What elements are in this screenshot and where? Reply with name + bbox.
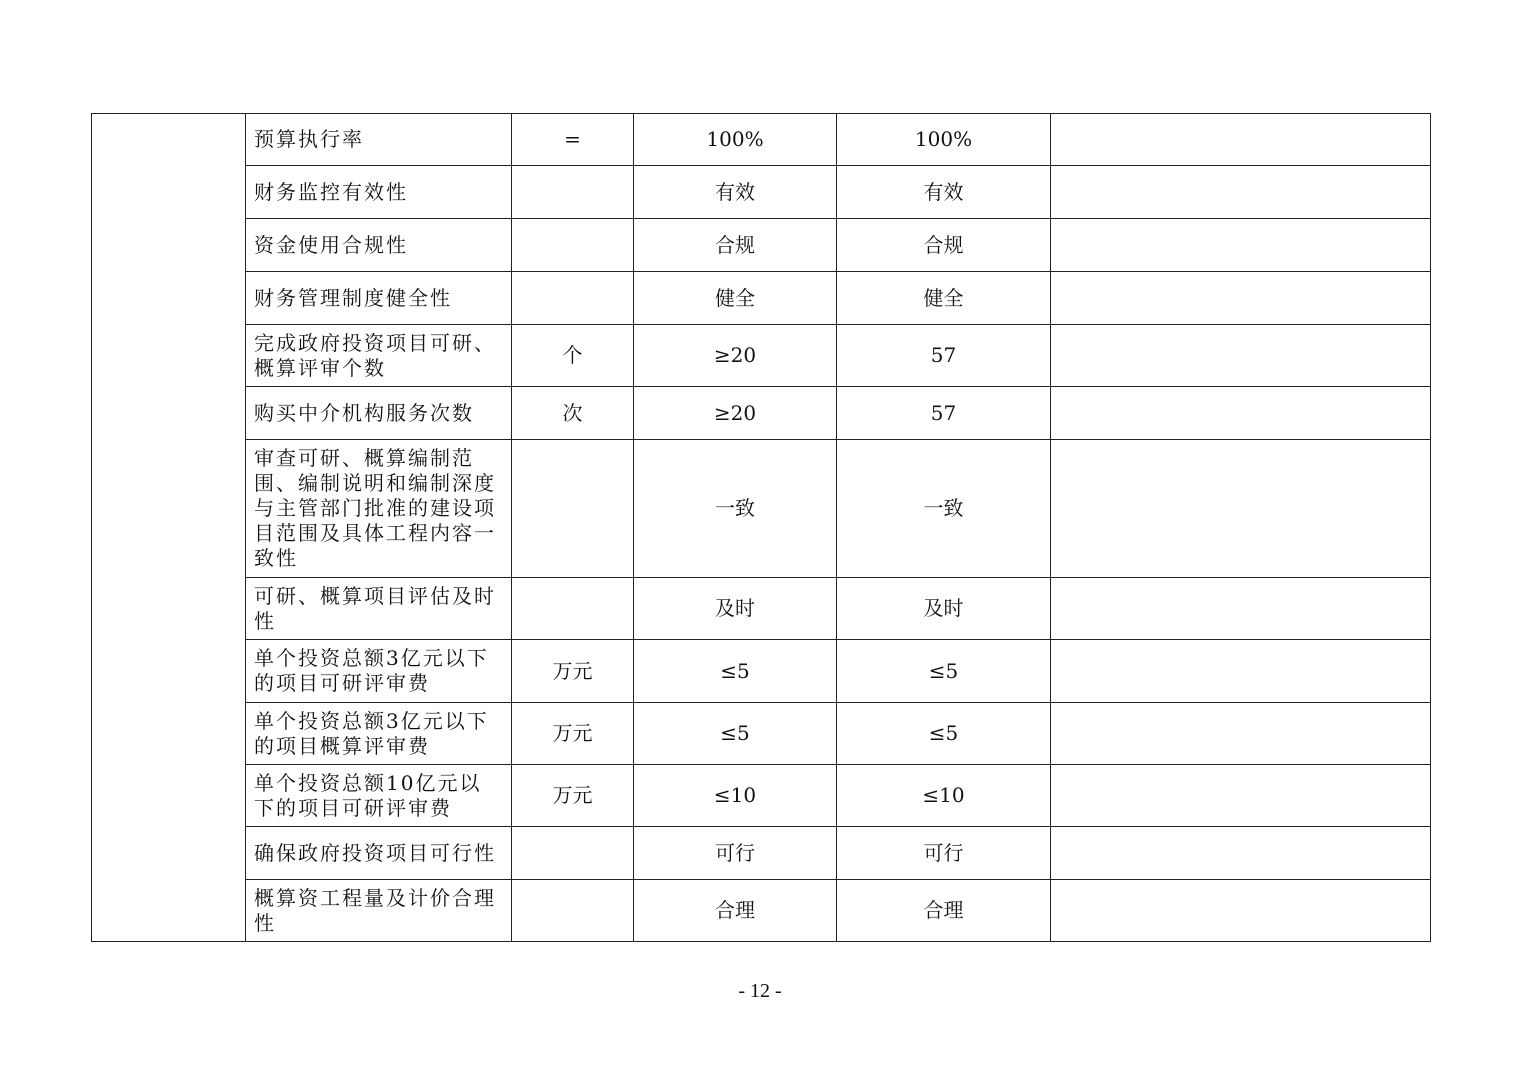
actual-cell: ≤5 xyxy=(837,703,1051,765)
page-number: - 12 - xyxy=(738,980,782,1002)
table-row xyxy=(92,827,1431,880)
note-cell xyxy=(1051,114,1431,166)
target-cell: ≥20 xyxy=(634,387,837,440)
actual-cell: ≤10 xyxy=(837,765,1051,827)
table-row xyxy=(92,219,1431,272)
note-cell xyxy=(1051,325,1431,387)
unit-cell xyxy=(512,578,634,640)
target-cell: ≤5 xyxy=(634,640,837,703)
target-cell: 一致 xyxy=(634,440,837,578)
unit-cell: 个 xyxy=(512,325,634,387)
target-cell: 合规 xyxy=(634,219,837,272)
actual-cell: 有效 xyxy=(837,166,1051,219)
actual-cell: 一致 xyxy=(837,440,1051,578)
target-cell: ≤5 xyxy=(634,703,837,765)
performance-indicator-table xyxy=(91,113,1431,942)
indicator-cell: 购买中介机构服务次数 xyxy=(246,387,512,440)
note-cell xyxy=(1051,272,1431,325)
table-row xyxy=(92,880,1431,942)
unit-cell: 万元 xyxy=(512,640,634,703)
note-cell xyxy=(1051,440,1431,578)
note-cell xyxy=(1051,387,1431,440)
indicator-cell: 单个投资总额10亿元以下的项目可研评审费 xyxy=(246,765,512,827)
indicator-cell: 可研、概算项目评估及时性 xyxy=(246,578,512,640)
unit-cell xyxy=(512,827,634,880)
target-cell: 有效 xyxy=(634,166,837,219)
target-cell: 健全 xyxy=(634,272,837,325)
unit-cell: = xyxy=(512,114,634,166)
indicator-cell: 单个投资总额3亿元以下的项目可研评审费 xyxy=(246,640,512,703)
note-cell xyxy=(1051,640,1431,703)
indicator-cell: 完成政府投资项目可研、概算评审个数 xyxy=(246,325,512,387)
note-cell xyxy=(1051,166,1431,219)
note-cell xyxy=(1051,578,1431,640)
target-cell: ≤10 xyxy=(634,765,837,827)
target-cell: 可行 xyxy=(634,827,837,880)
unit-cell xyxy=(512,166,634,219)
group-cell xyxy=(92,114,246,942)
indicator-cell: 资金使用合规性 xyxy=(246,219,512,272)
actual-cell: 100% xyxy=(837,114,1051,166)
note-cell xyxy=(1051,703,1431,765)
table-row xyxy=(92,166,1431,219)
unit-cell: 万元 xyxy=(512,765,634,827)
actual-cell: 及时 xyxy=(837,578,1051,640)
table-row xyxy=(92,578,1431,640)
unit-cell xyxy=(512,272,634,325)
indicator-cell: 确保政府投资项目可行性 xyxy=(246,827,512,880)
indicator-cell: 概算资工程量及计价合理性 xyxy=(246,880,512,942)
unit-cell: 万元 xyxy=(512,703,634,765)
table-row xyxy=(92,765,1431,827)
actual-cell: 健全 xyxy=(837,272,1051,325)
unit-cell xyxy=(512,219,634,272)
table-row xyxy=(92,272,1431,325)
actual-cell: 合理 xyxy=(837,880,1051,942)
note-cell xyxy=(1051,765,1431,827)
indicator-cell: 单个投资总额3亿元以下的项目概算评审费 xyxy=(246,703,512,765)
table-row xyxy=(92,387,1431,440)
table-row xyxy=(92,440,1431,578)
unit-cell: 次 xyxy=(512,387,634,440)
note-cell xyxy=(1051,880,1431,942)
actual-cell: 57 xyxy=(837,387,1051,440)
target-cell: 100% xyxy=(634,114,837,166)
actual-cell: 合规 xyxy=(837,219,1051,272)
actual-cell: 57 xyxy=(837,325,1051,387)
indicator-cell: 财务监控有效性 xyxy=(246,166,512,219)
table-row xyxy=(92,325,1431,387)
target-cell: 合理 xyxy=(634,880,837,942)
unit-cell xyxy=(512,880,634,942)
table-row xyxy=(92,114,1431,166)
indicator-cell: 预算执行率 xyxy=(246,114,512,166)
table-row xyxy=(92,640,1431,703)
indicator-cell: 审查可研、概算编制范围、编制说明和编制深度与主管部门批准的建设项目范围及具体工程内容一致性 xyxy=(246,440,512,578)
table-body xyxy=(92,114,1431,942)
note-cell xyxy=(1051,827,1431,880)
target-cell: 及时 xyxy=(634,578,837,640)
target-cell: ≥20 xyxy=(634,325,837,387)
actual-cell: 可行 xyxy=(837,827,1051,880)
note-cell xyxy=(1051,219,1431,272)
indicator-cell: 财务管理制度健全性 xyxy=(246,272,512,325)
table-row xyxy=(92,703,1431,765)
actual-cell: ≤5 xyxy=(837,640,1051,703)
unit-cell xyxy=(512,440,634,578)
